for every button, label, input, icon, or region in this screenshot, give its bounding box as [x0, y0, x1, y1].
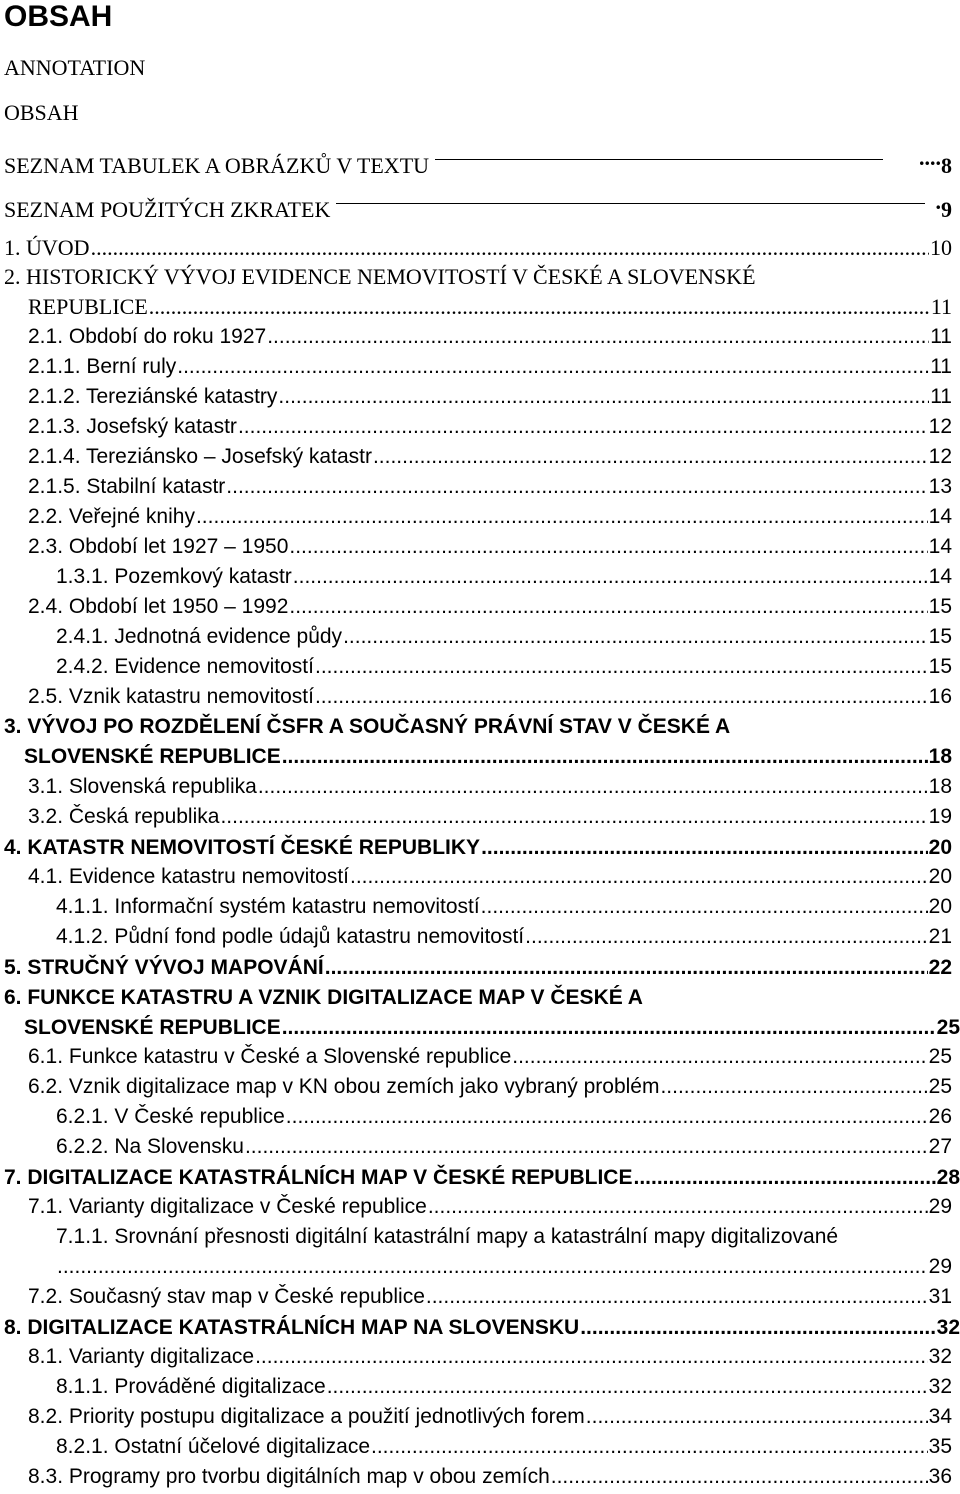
- toc-chapter-5[interactable]: [4, 953, 952, 983]
- toc-entry[interactable]: [56, 562, 952, 592]
- toc-label: 2. HISTORICKÝ VÝVOJ EVIDENCE NEMOVITOSTÍ V ČESKÉ A SLOVENSKÉ: [4, 264, 756, 289]
- toc-label: 2.4.2. Evidence nemovitostí: [56, 655, 314, 678]
- toc-label: 2.1.2. Tereziánské katastry: [28, 385, 278, 408]
- toc-page-number: 12: [928, 415, 952, 438]
- toc-dots: [551, 1462, 928, 1492]
- toc-label: 4.1.2. Půdní fond podle údajů katastru nemovitostí: [56, 925, 525, 948]
- toc-chapter-2-cont[interactable]: [28, 292, 952, 322]
- toc-dots: [57, 1252, 928, 1282]
- toc-entry[interactable]: [28, 682, 952, 712]
- toc-entry[interactable]: [28, 1402, 952, 1432]
- toc-label: 2.1.3. Josefský katastr: [28, 415, 237, 438]
- toc-entry[interactable]: [28, 382, 952, 412]
- toc-chapter-6-cont[interactable]: [24, 1013, 960, 1043]
- toc-chapter-7[interactable]: [4, 1163, 960, 1193]
- toc-entry[interactable]: [28, 802, 952, 832]
- toc-dots: [267, 322, 929, 352]
- toc-leader-rule: [429, 143, 941, 173]
- toc-label: OBSAH: [4, 100, 79, 125]
- toc-dots: [660, 1072, 927, 1102]
- toc-label: SLOVENSKÉ REPUBLICE: [24, 1016, 281, 1039]
- toc-entry[interactable]: [28, 1342, 952, 1372]
- toc-dots: [481, 892, 928, 922]
- toc-label: REPUBLICE: [28, 294, 148, 319]
- toc-entry[interactable]: [28, 412, 952, 442]
- toc-dots: [481, 833, 928, 863]
- toc-label: 6.2.2. Na Slovensku: [56, 1135, 244, 1158]
- toc-page-number: 15: [928, 655, 952, 678]
- toc-dots: [289, 592, 927, 622]
- toc-label: 7.1.1. Srovnání přesnosti digitální katastrální mapy a katastrální mapy digitalizované: [56, 1225, 839, 1248]
- toc-dots: [428, 1192, 928, 1222]
- toc-page-number: 25: [928, 1045, 952, 1068]
- toc-label: 2.2. Veřejné knihy: [28, 505, 195, 528]
- toc-dots: .: [935, 189, 941, 214]
- toc-dots: [315, 652, 928, 682]
- toc-entry[interactable]: [28, 322, 952, 352]
- toc-chapter-6[interactable]: [4, 983, 643, 1013]
- toc-page-number: 36: [928, 1465, 952, 1488]
- toc-page-number: 32: [928, 1375, 952, 1398]
- toc-label: 8.1.1. Prováděné digitalizace: [56, 1375, 326, 1398]
- toc-annotation[interactable]: [4, 53, 145, 83]
- toc-label: 1.3.1. Pozemkový katastr: [56, 565, 292, 588]
- toc-label: 8.2.1. Ostatní účelové digitalizace: [56, 1435, 371, 1458]
- toc-page-number: 11: [930, 294, 952, 319]
- toc-dots: [343, 622, 928, 652]
- toc-page-number: 15: [928, 595, 952, 618]
- toc-label: 8. DIGITALIZACE KATASTRÁLNÍCH MAP NA SLOVENSKU: [4, 1316, 580, 1339]
- toc-page-number: 10: [930, 235, 952, 260]
- toc-page-number: 20: [928, 865, 952, 888]
- toc-page-number: 11: [930, 385, 952, 408]
- toc-page-number: 29: [928, 1255, 952, 1278]
- toc-page-number: 25: [936, 1016, 960, 1039]
- toc-label: 6. FUNKCE KATASTRU A VZNIK DIGITALIZACE MAP V ČESKÉ A: [4, 986, 643, 1009]
- toc-dots: [278, 382, 929, 412]
- toc-page-number: 16: [928, 685, 952, 708]
- toc-label: 8.1. Varianty digitalizace: [28, 1345, 255, 1368]
- toc-label: 2.1. Období do roku 1927: [28, 325, 267, 348]
- toc-dots: [196, 502, 928, 532]
- toc-label: 2.5. Vznik katastru nemovitostí: [28, 685, 314, 708]
- toc-label: 3.1. Slovenská republika: [28, 775, 257, 798]
- toc-label: 4.1.1. Informační systém katastru nemovitostí: [56, 895, 480, 918]
- toc-page-number: 29: [928, 1195, 952, 1218]
- toc-dots: [220, 802, 927, 832]
- toc-page-number: 20: [928, 836, 952, 859]
- toc-entry[interactable]: [28, 442, 952, 472]
- toc-label: 6.2. Vznik digitalizace map v KN obou zemích jako vybraný problém: [28, 1075, 660, 1098]
- toc-entry-7-1-1-cont[interactable]: [56, 1252, 952, 1282]
- toc-page-number: 21: [928, 925, 952, 948]
- toc-entry[interactable]: [56, 1132, 952, 1162]
- toc-page-number: 32: [928, 1345, 952, 1368]
- toc-dots: [293, 562, 928, 592]
- toc-page-number: 19: [928, 805, 952, 828]
- toc-label: 3.2. Česká republika: [28, 805, 220, 828]
- toc-entry[interactable]: [28, 352, 952, 382]
- toc-chapter-4[interactable]: [4, 833, 952, 863]
- toc-label: 8.3. Programy pro tvorbu digitálních map v obou zemích: [28, 1465, 550, 1488]
- toc-entry[interactable]: [56, 1432, 952, 1462]
- toc-dots: [91, 233, 929, 263]
- toc-page-number: 34: [928, 1405, 952, 1428]
- toc-entry[interactable]: [28, 1072, 952, 1102]
- toc-chapter-8[interactable]: [4, 1313, 960, 1343]
- toc-dots: [177, 352, 929, 382]
- toc-page-number: 27: [928, 1135, 952, 1158]
- toc-label: 7. DIGITALIZACE KATASTRÁLNÍCH MAP V ČESKÉ REPUBLICE: [4, 1166, 633, 1189]
- toc-label: 2.1.1. Berní ruly: [28, 355, 177, 378]
- toc-label: 3. VÝVOJ PO ROZDĚLENÍ ČSFR A SOUČASNÝ PRÁVNÍ STAV V ČESKÉ A: [4, 715, 731, 738]
- toc-page-number: 8: [941, 153, 952, 178]
- toc-dots: [255, 1342, 928, 1372]
- toc-entry[interactable]: [28, 1282, 952, 1312]
- toc-chapter-3-cont[interactable]: [24, 742, 952, 772]
- toc-dots: [289, 532, 927, 562]
- toc-label: 7.2. Současný stav map v České republice: [28, 1285, 425, 1308]
- toc-dots: [580, 1313, 935, 1343]
- toc-page-number: 14: [928, 565, 952, 588]
- toc-dots: [371, 1432, 928, 1462]
- toc-abbreviations[interactable]: [4, 187, 952, 222]
- toc-label: 5. STRUČNÝ VÝVOJ MAPOVÁNÍ: [4, 956, 324, 979]
- toc-page-number: 22: [928, 956, 952, 979]
- toc-entry[interactable]: [56, 1102, 952, 1132]
- toc-page-number: 26: [928, 1105, 952, 1128]
- toc-entry[interactable]: [28, 1462, 952, 1492]
- toc-entry-7-1-1[interactable]: [56, 1222, 838, 1252]
- toc-obsah[interactable]: [4, 98, 79, 128]
- toc-dots: [258, 772, 928, 802]
- toc-page-number: 25: [928, 1075, 952, 1098]
- toc-page-number: 12: [928, 445, 952, 468]
- toc-entry[interactable]: [56, 892, 952, 922]
- toc-dots: [512, 1042, 927, 1072]
- toc-label: 2.1.4. Tereziánsko – Josefský katastr: [28, 445, 372, 468]
- toc-entry[interactable]: [28, 472, 952, 502]
- toc-entry[interactable]: [28, 1192, 952, 1222]
- toc-page-number: 18: [928, 775, 952, 798]
- toc-label: 2.4.1. Jednotná evidence půdy: [56, 625, 343, 648]
- toc-dots: [373, 442, 928, 472]
- toc-dots: [325, 953, 928, 983]
- toc-dots: [282, 742, 928, 772]
- toc-dots: [633, 1163, 935, 1193]
- toc-dots: [282, 1013, 936, 1043]
- toc-page-number: 11: [930, 355, 952, 378]
- toc-label: SLOVENSKÉ REPUBLICE: [24, 745, 281, 768]
- toc-dots: [350, 862, 928, 892]
- toc-dots: [327, 1372, 928, 1402]
- toc-label: 2.3. Období let 1927 – 1950: [28, 535, 289, 558]
- toc-page-number: 15: [928, 625, 952, 648]
- toc-label: 1. ÚVOD: [4, 235, 90, 260]
- toc-entry[interactable]: [28, 502, 952, 532]
- toc-page-number: 11: [930, 325, 952, 348]
- toc-page-number: 20: [928, 895, 952, 918]
- toc-leader-rule: [330, 187, 941, 217]
- toc-label: 4. KATASTR NEMOVITOSTÍ ČESKÉ REPUBLIKY: [4, 836, 481, 859]
- toc-entry[interactable]: [28, 772, 952, 802]
- toc-dots: [586, 1402, 928, 1432]
- toc-label: SEZNAM POUŽITÝCH ZKRATEK: [4, 197, 331, 222]
- toc-page-number: 14: [928, 535, 952, 558]
- toc-dots: [238, 412, 928, 442]
- toc-entry[interactable]: [56, 652, 952, 682]
- toc-dots: ....: [919, 145, 941, 170]
- page-title: OBSAH: [4, 0, 113, 33]
- toc-label: ANNOTATION: [4, 55, 146, 80]
- toc-entry[interactable]: [28, 532, 952, 562]
- toc-dots: [525, 922, 927, 952]
- toc-label: 4.1. Evidence katastru nemovitostí: [28, 865, 349, 888]
- toc-label: 7.1. Varianty digitalizace v České republice: [28, 1195, 427, 1218]
- toc-page-number: 28: [936, 1166, 960, 1189]
- toc-dots: [286, 1102, 928, 1132]
- toc-chapter-2[interactable]: [4, 262, 756, 292]
- toc-entry[interactable]: [56, 922, 952, 952]
- toc-entry[interactable]: [56, 622, 952, 652]
- toc-dots: [315, 682, 928, 712]
- toc-page-number: 35: [928, 1435, 952, 1458]
- toc-page-number: 31: [928, 1285, 952, 1308]
- toc-page-number: 18: [928, 745, 952, 768]
- toc-label: SEZNAM TABULEK A OBRÁZKŮ V TEXTU: [4, 153, 430, 178]
- toc-page-number: 32: [936, 1316, 960, 1339]
- toc-label: 6.1. Funkce katastru v České a Slovenské republice: [28, 1045, 512, 1068]
- toc-entry[interactable]: [28, 592, 952, 622]
- toc-label: 8.2. Priority postupu digitalizace a použití jednotlivých forem: [28, 1405, 585, 1428]
- toc-dots: [149, 292, 930, 322]
- toc-entry[interactable]: [28, 1042, 952, 1072]
- toc-label: 2.1.5. Stabilní katastr: [28, 475, 226, 498]
- toc-label: 6.2.1. V České republice: [56, 1105, 285, 1128]
- toc-dots: [226, 472, 927, 502]
- toc-page-number: 14: [928, 505, 952, 528]
- toc-entry[interactable]: [56, 1372, 952, 1402]
- toc-chapter-3[interactable]: [4, 712, 730, 742]
- toc-dots: [245, 1132, 928, 1162]
- toc-entry[interactable]: [28, 862, 952, 892]
- toc-page-number: 9: [941, 197, 952, 222]
- toc-dots: [426, 1282, 928, 1312]
- toc-page-number: 13: [928, 475, 952, 498]
- toc-intro[interactable]: [4, 233, 952, 263]
- toc-label: 2.4. Období let 1950 – 1992: [28, 595, 289, 618]
- toc-tables[interactable]: [4, 143, 952, 178]
